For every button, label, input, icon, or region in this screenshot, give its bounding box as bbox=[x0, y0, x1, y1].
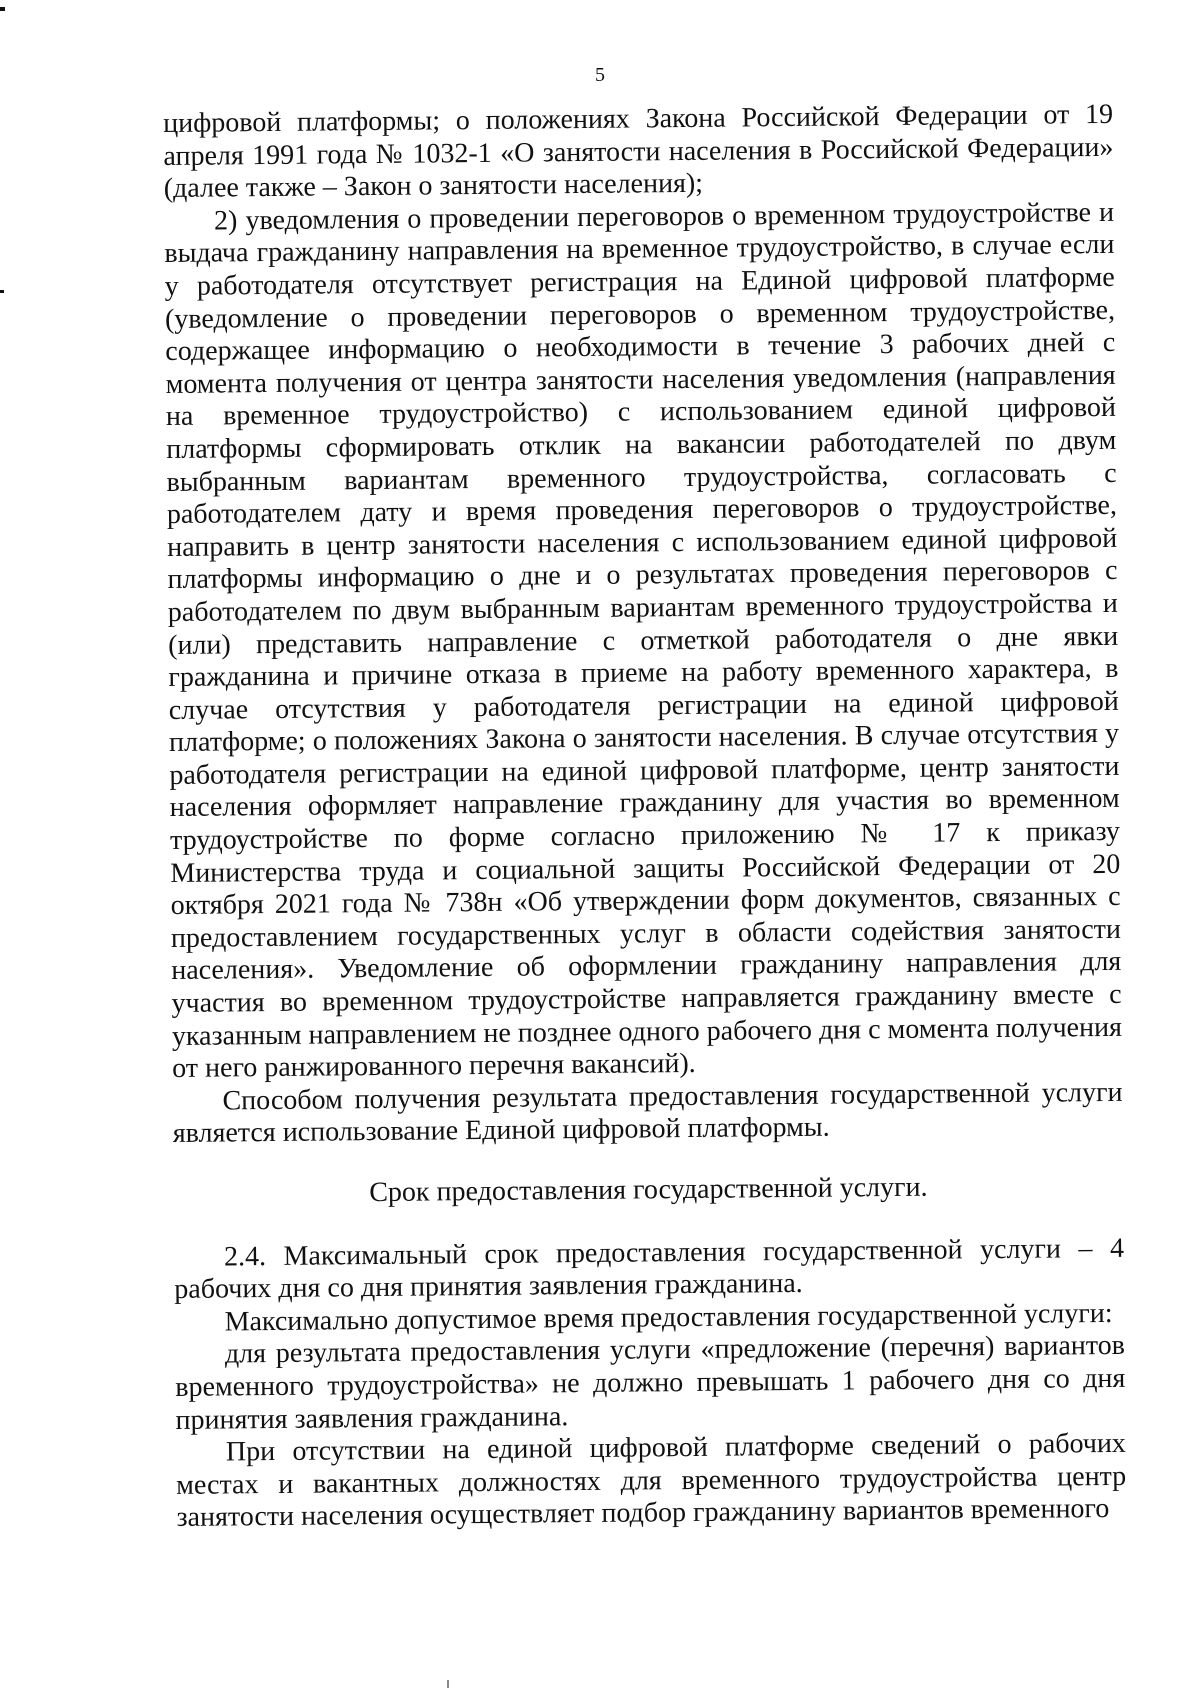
paragraph-max-term: 2.4. Максимальный срок предоставления государственной услуги – 4 рабочих дня со дня принятия заявления гражданина. bbox=[174, 1232, 1125, 1306]
page-number: 5 bbox=[595, 64, 605, 86]
section-heading: Срок предоставления государственной услуги. bbox=[369, 1171, 928, 1209]
paragraph-continuation: цифровой платформы; о положениях Закона Российской Федерации от 19 апреля 1991 года № 1032-1 «О занятости населения в Российской Федерации» (далее также – Закон о занятости населения); bbox=[163, 98, 1114, 205]
paragraph-result-method: Способом получения результата предоставления государственной услуги является использование Единой цифровой платформы. bbox=[172, 1076, 1123, 1150]
paragraph-offer-result: для результата предоставления услуги «предложение (перечня) вариантов временного трудоустройства» не должно превышать 1 рабочего дня со дня принятия заявления гражданина. bbox=[175, 1330, 1126, 1436]
scan-artifact-mark bbox=[0, 7, 5, 11]
document-body bbox=[163, 99, 1127, 1535]
scan-artifact-mark bbox=[447, 1680, 449, 1688]
scan-artifact-mark bbox=[0, 290, 4, 293]
paragraph-no-data: При отсутствии на единой цифровой платформе сведений о рабочих местах и вакантных должностях для временного трудоустройства центр занятости населения осуществляет подбор гражданину вариантов временного bbox=[176, 1427, 1127, 1534]
paragraph-max-time: Максимально допустимое время предоставления государственной услуги: bbox=[224, 1297, 1113, 1338]
paragraph-item-2: 2) уведомления о проведении переговоров о временном трудоустройстве и выдача гражданину направления на временное трудоустройство, в случае если у работодателя отсутствует регистрация на Единой цифровой платформе (уведомление о проведении переговоров о временном трудоустройстве, содержащее информацию о необходимости в течение 3 рабочих дней с момента получения от центра занятости населения уведомления (направления на временное трудоустройство) с использованием единой цифровой платформы сформировать отклик на вакансии работодателей по двум выбранным вариантам временного трудоустройства, согласовать с работодателем дату и время проведения переговоров о трудоустройстве, направить в центр занятости населения с использованием единой цифровой платформы информацию о дне и о результатах проведения переговоров с работодателем по двум выбранным вариантам временного трудоустройства и (или) представить направление с отметкой работодателя о дне явки гражданина и причине отказа в приеме на работу временного характера, в случае отсутствия у работодателя регистрации на единой цифровой платформе; о положениях Закона о занятости населения. В случае отсутствия у работодателя регистрации на единой цифровой платформе, центр занятости населения оформляет направление гражданину для участия во временном трудоустройстве по форме согласно приложению № 17 к приказу Министерства труда и социальной защиты Российской Федерации от 20 октября 2021 года № 738н «Об утверждении форм документов, связанных с предоставлением государственных услуг в области содействия занятости населения». Уведомление об оформлении гражданину направления для участия во временном трудоустройстве направляется гражданину вместе с указанным направлением не позднее одного рабочего дня с момента получения от него ранжированного перечня вакансий). bbox=[164, 196, 1123, 1085]
